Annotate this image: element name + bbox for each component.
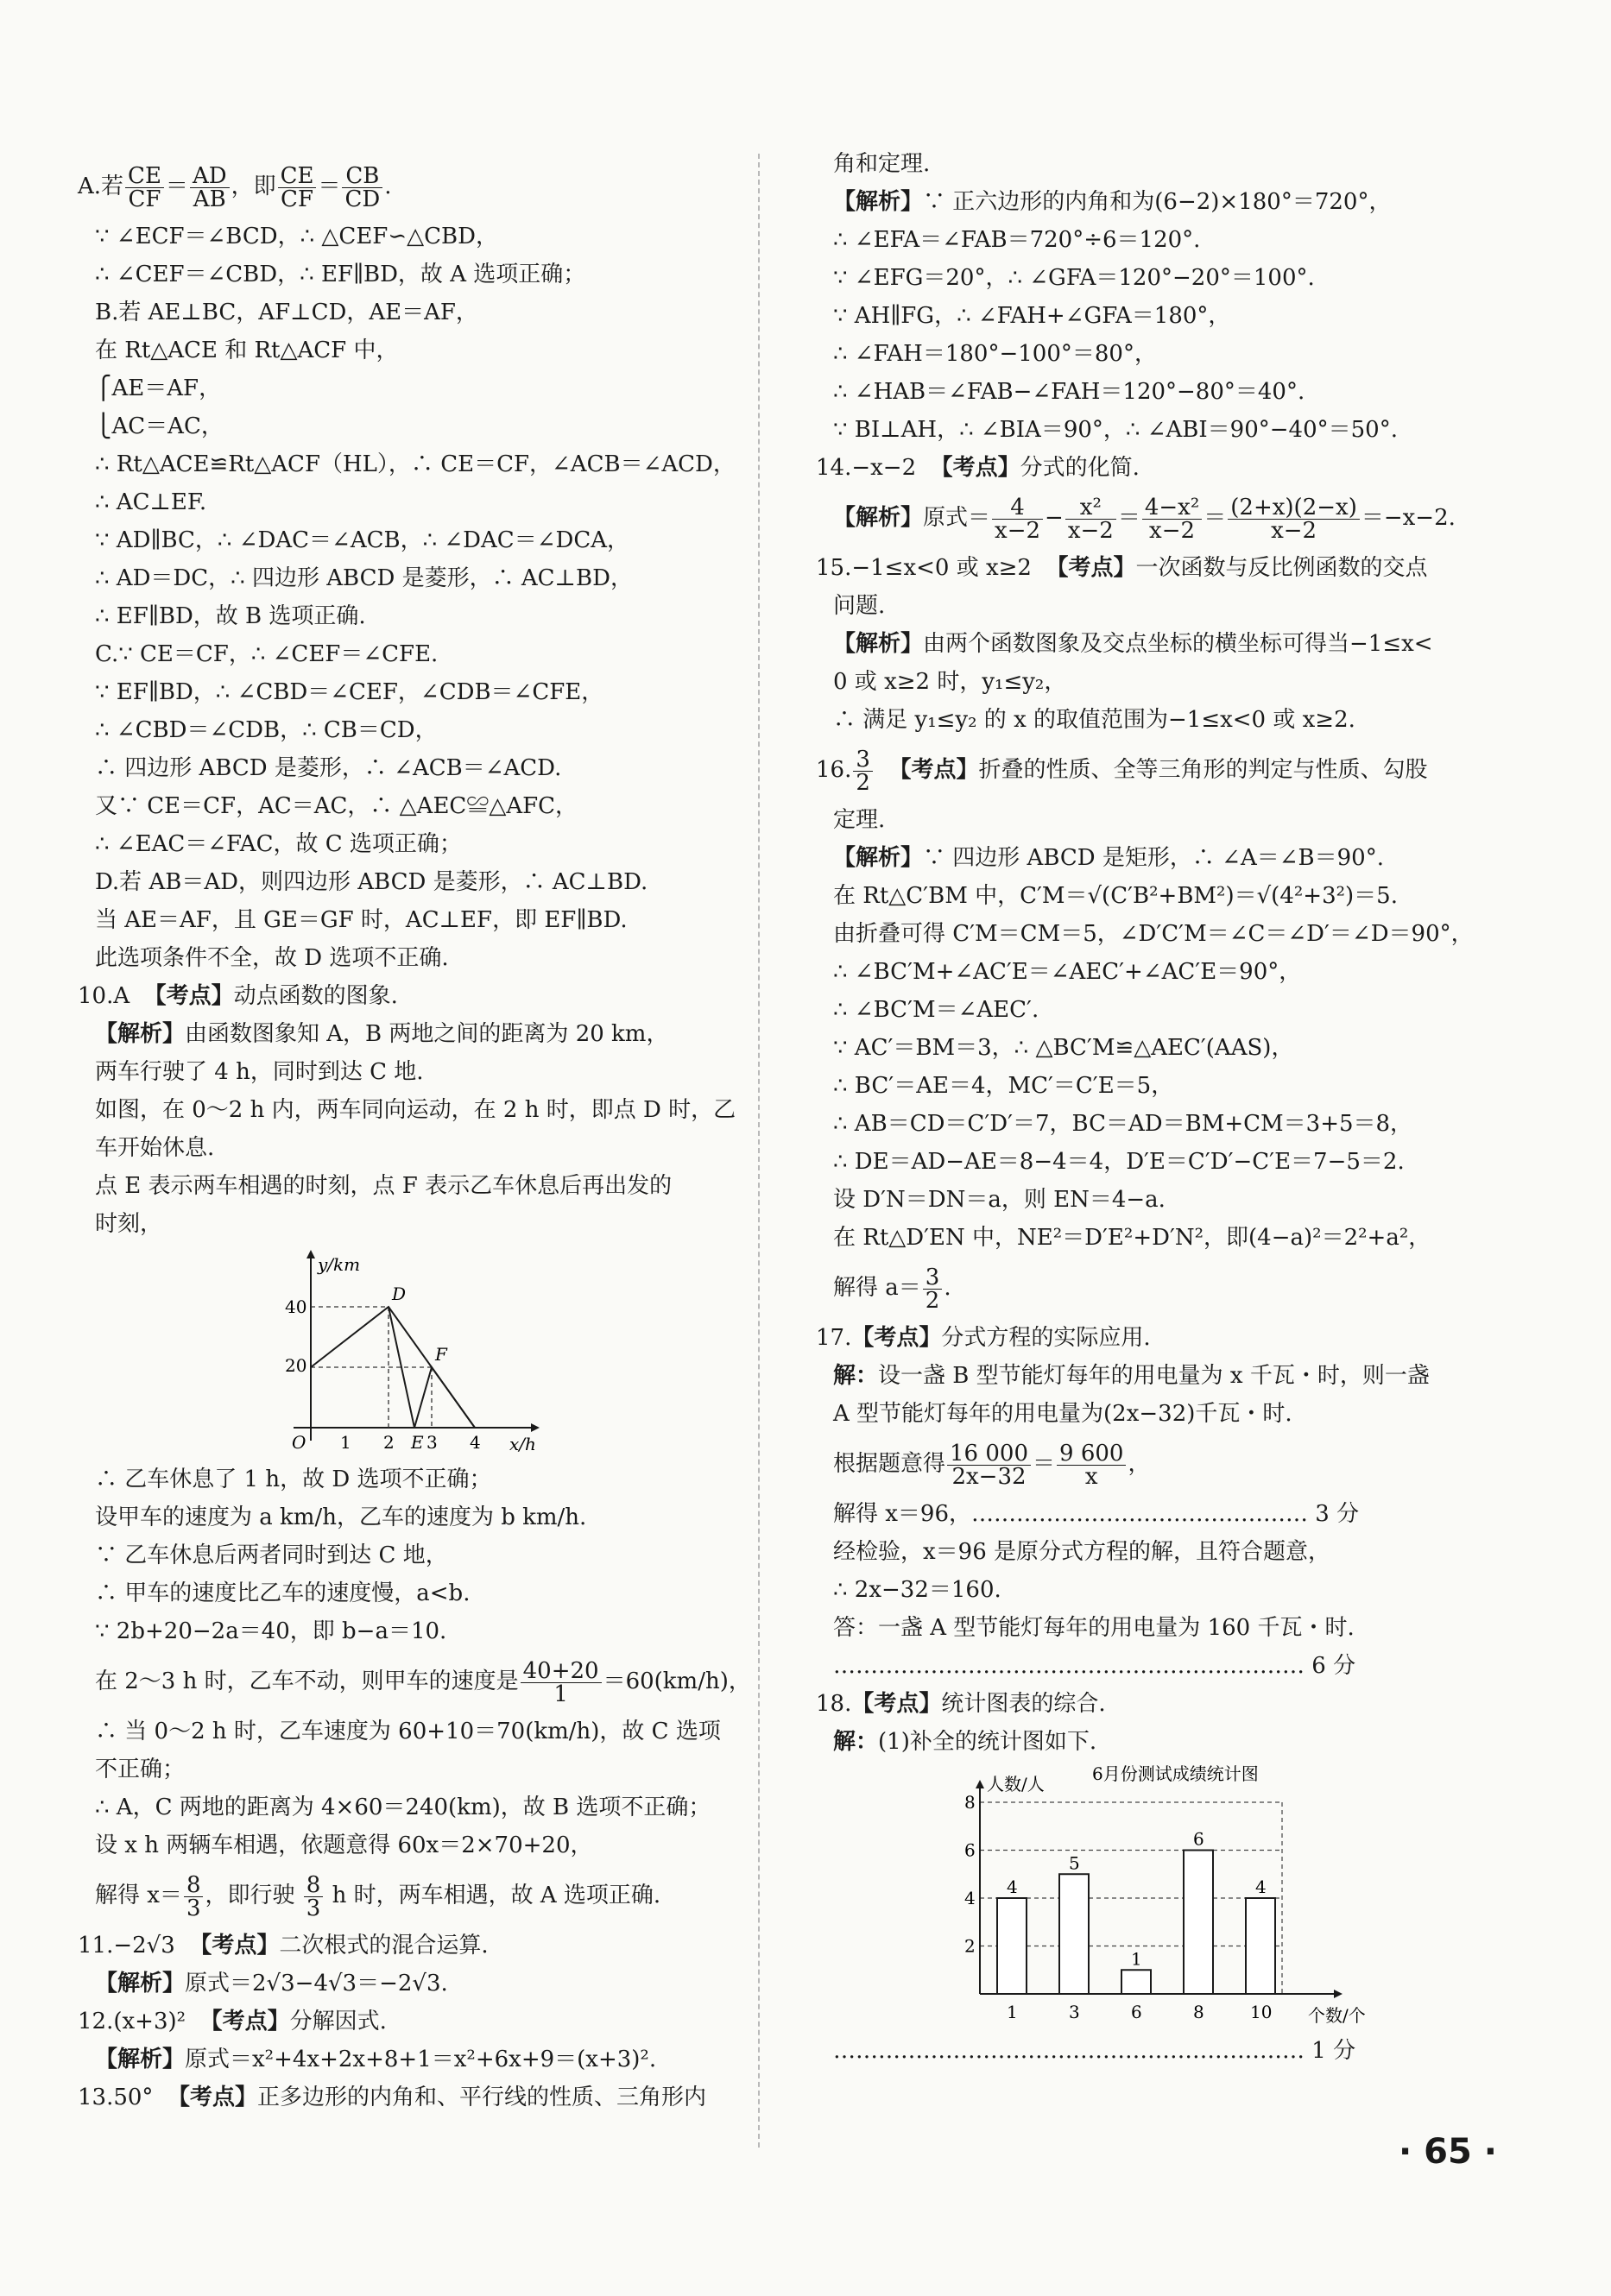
proof-line: ∴ AD＝DC，∴ 四边形 ABCD 是菱形，∴ AC⊥BD，	[95, 565, 633, 591]
q17-line: ∴ 2x−32＝160.	[833, 1577, 1001, 1603]
q14-header: 14.−x−2 【考点】分式的化简.	[816, 455, 1140, 481]
q16-topic-cont: 定理.	[833, 807, 886, 833]
q17-solution-1: 解：设一盏 B 型节能灯每年的用电量为 x 千瓦・时，则一盏	[833, 1363, 1430, 1389]
proof-line: 当 AE＝AF，且 GE＝GF 时，AC⊥EF，即 EF∥BD.	[95, 907, 628, 933]
q13-continued: 角和定理.	[833, 151, 931, 177]
x-tick-label: 6	[1131, 2002, 1142, 2022]
x-tick-3: 3	[426, 1432, 438, 1453]
q17-score: ……………………………………………………… 6 分	[833, 1653, 1356, 1679]
q13-line: ∵ ∠EFG＝20°，∴ ∠GFA＝120°−20°＝100°.	[833, 265, 1315, 291]
q15-line: ∴ 满足 y₁≤y₂ 的 x 的取值范围为−1≤x<0 或 x≥2.	[833, 707, 1355, 733]
q16-line: 由折叠可得 C′M＝CM＝5，∠D′C′M＝∠C＝∠D′＝∠D＝90°，	[833, 921, 1474, 947]
q18-score: ……………………………………………………… 1 分	[833, 2038, 1356, 2064]
q11-analysis: 【解析】原式＝2√3−4√3＝−2√3.	[95, 1971, 448, 1996]
q18-solution-1: 解：(1)补全的统计图如下.	[833, 1729, 1097, 1755]
proof-line: ∴ ∠EAC＝∠FAC，故 C 选项正确；	[95, 831, 462, 857]
proof-line: ∵ AD∥BC，∴ ∠DAC＝∠ACB，∴ ∠DAC＝∠DCA，	[95, 527, 629, 553]
x-tick-label: 10	[1250, 2002, 1273, 2022]
proof-line: ⎧AE＝AF，	[95, 375, 222, 401]
q10-line: 不正确；	[95, 1757, 186, 1782]
q13-analysis: 【解析】∵ 正六边形的内角和为(6−2)×180°＝720°，	[833, 189, 1392, 215]
bar	[1059, 1874, 1089, 1994]
origin-label: O	[292, 1432, 306, 1453]
x-tick-label: 3	[1069, 2002, 1080, 2022]
bar-value-label: 5	[1069, 1852, 1080, 1874]
q15-line: 0 或 x≥2 时，y₁≤y₂，	[833, 669, 1067, 695]
q13-line: ∴ ∠EFA＝∠FAB＝720°÷6＝120°.	[833, 227, 1201, 253]
q10-line: 两车行驶了 4 h，同时到达 C 地.	[95, 1059, 424, 1085]
proof-line: ∵ EF∥BD，∴ ∠CBD＝∠CEF，∠CDB＝∠CFE，	[95, 679, 604, 705]
proof-line: C.∵ CE＝CF，∴ ∠CEF＝∠CFE.	[95, 641, 439, 667]
bar-value-label: 4	[1007, 1877, 1018, 1897]
y-tick-40: 40	[285, 1296, 307, 1317]
q13-line: ∵ AH∥FG，∴ ∠FAH+∠GFA＝180°，	[833, 303, 1231, 329]
q10-line: 时刻，	[95, 1211, 163, 1237]
x-tick-2: 2	[383, 1432, 395, 1453]
y-tick-label: 2	[964, 1935, 976, 1957]
q16-line: ∴ AB＝CD＝C′D′＝7，BC＝AD＝BM+CM＝3+5＝8，	[833, 1111, 1413, 1137]
q16-line: ∴ DE＝AD−AE＝8−4＝4，D′E＝C′D′−C′E＝7−5＝2.	[833, 1149, 1405, 1175]
x-tick-e: E	[411, 1432, 424, 1453]
distance-time-graph	[268, 1246, 734, 1457]
q10-line: ∵ 2b+20−2a＝40，即 b−a＝10.	[95, 1618, 447, 1644]
q17-line: 答：一盏 A 型节能灯每年的用电量为 160 千瓦・时.	[833, 1615, 1355, 1641]
q13-line: ∴ ∠HAB＝∠FAB−∠FAH＝120°−80°＝40°.	[833, 379, 1305, 405]
proof-line: ∴ EF∥BD，故 B 选项正确.	[95, 603, 366, 629]
x-tick-4: 4	[470, 1432, 481, 1453]
bar	[1246, 1898, 1275, 1994]
proof-line: ∴ ∠CBD＝∠CDB，∴ CB＝CD，	[95, 717, 438, 743]
q15-topic-cont: 问题.	[833, 593, 886, 619]
q15-header: 15.−1≤x<0 或 x≥2 【考点】一次函数与反比例函数的交点	[816, 555, 1428, 581]
q12-analysis: 【解析】原式＝x²+4x+2x+8+1＝x²+6x+9＝(x+3)².	[95, 2047, 657, 2072]
q17-equation: 根据题意得 $\frac{16 000}{2x-32}$ ＝ $\frac{9 600}{x}$ ，	[833, 1440, 1151, 1490]
proof-line: ∴ Rt△ACE≌Rt△ACF（HL），∴ CE＝CF，∠ACB＝∠ACD，	[95, 451, 736, 477]
left-column	[78, 155, 751, 2116]
y-axis-label: y/km	[318, 1254, 361, 1275]
q13-header: 13.50° 【考点】正多边形的内角和、平行线的性质、三角形内	[78, 2085, 706, 2110]
x-tick-1: 1	[340, 1432, 351, 1453]
q10-solution-line: 解得 x＝ $\frac{8}{3}$ ，即行驶 $\frac{8}{3}$ h 时，两车相遇，故 A 选项正确.	[95, 1871, 661, 1921]
proof-line: B.若 AE⊥BC，AF⊥CD，AE＝AF，	[95, 300, 478, 325]
q13-line: ∵ BI⊥AH，∴ ∠BIA＝90°，∴ ∠ABI＝90°−40°＝50°.	[833, 417, 1398, 443]
x-axis-arrow	[1334, 1990, 1342, 1998]
proof-line: ∵ ∠ECF＝∠BCD，∴ △CEF∽△CBD，	[95, 224, 498, 249]
bar	[1184, 1851, 1213, 1995]
y-tick-label: 8	[964, 1792, 976, 1813]
option-a-line: A.若 $\frac{CE}{CF}$ ＝ $\frac{AD}{AB}$ ，即 $\frac{CE}{CF}$ ＝ $\frac{CB}{CD}$ .	[78, 162, 392, 212]
q10-line: 如图，在 0～2 h 内，两车同向运动，在 2 h 时，即点 D 时，乙	[95, 1097, 736, 1123]
bar-value-label: 1	[1131, 1948, 1142, 1970]
q14-analysis: 【解析】原式＝ $\frac{4}{x-2}$ − $\frac{\text{x²}}{x-2}$ ＝ $\frac{\text{4−x²}}{x-2}$ ＝ $\frac{(2+x)(2-x)}{x-2}$ ＝−x−2.	[833, 494, 1456, 544]
q17-header: 17.【考点】分式方程的实际应用.	[816, 1325, 1151, 1351]
q10-line: 设 x h 两辆车相遇，依题意得 60x＝2×70+20，	[95, 1832, 593, 1858]
q12-header: 12.(x+3)² 【考点】分解因式.	[78, 2009, 387, 2034]
q10-speed-line: 在 2～3 h 时，乙车不动，则甲车的速度是 $\frac{40+20}{1}$ ＝60(km/h)，	[95, 1657, 751, 1707]
q15-analysis: 【解析】由两个函数图象及交点坐标的横坐标可得当−1≤x<	[833, 631, 1433, 657]
q10-line: ∴ 乙车休息了 1 h，故 D 选项不正确；	[95, 1467, 492, 1492]
chart-title: 6月份测试成绩统计图	[1092, 1763, 1259, 1784]
proof-line: D.若 AB＝AD，则四边形 ABCD 是菱形，∴ AC⊥BD.	[95, 869, 648, 895]
proof-line: 又∵ CE＝CF，AC＝AC，∴ △AEC≌△AFC，	[95, 793, 578, 819]
q17-line: 经检验，x＝96 是原分式方程的解，且符合题意，	[833, 1539, 1331, 1565]
q17-line: 解得 x＝96，……………………………………… 3 分	[833, 1501, 1360, 1527]
page-number: · 65 ·	[1399, 2132, 1497, 2172]
x-axis-label: 个数/个	[1308, 2005, 1366, 2026]
proof-line: 此选项条件不全，故 D 选项不正确.	[95, 945, 449, 971]
q16-solution: 解得 a＝ $\frac{3}{2}$ .	[833, 1264, 951, 1314]
q16-line: ∴ ∠BC′M+∠AC′E＝∠AEC′+∠AC′E＝90°，	[833, 959, 1302, 985]
q18-header: 18.【考点】统计图表的综合.	[816, 1691, 1106, 1717]
q10-line: ∴ 当 0～2 h 时，乙车速度为 60+10＝70(km/h)，故 C 选项	[95, 1719, 721, 1744]
q10-line: ∴ 甲车的速度比乙车的速度慢，a<b.	[95, 1580, 471, 1606]
bar	[997, 1898, 1027, 1994]
bar-value-label: 4	[1255, 1877, 1267, 1897]
y-axis-arrow	[976, 1780, 984, 1788]
q16-header: 16. $\frac{3}{2}$ 【考点】折叠的性质、全等三角形的判定与性质、勾股	[816, 746, 1428, 796]
q16-line: 在 Rt△D′EN 中，NE²＝D′E²+D′N²，即(4−a)²＝2²+a²，	[833, 1225, 1431, 1251]
y-axis-label: 人数/人	[987, 1774, 1045, 1795]
y-tick-label: 6	[964, 1839, 976, 1861]
bar-value-label: 6	[1193, 1828, 1204, 1850]
y-tick-20: 20	[285, 1355, 307, 1376]
q10-line: ∵ 乙车休息后两者同时到达 C 地，	[95, 1542, 448, 1568]
point-d-label: D	[392, 1284, 407, 1304]
bar	[1121, 1970, 1151, 1994]
proof-line: ∴ ∠CEF＝∠CBD，∴ EF∥BD，故 A 选项正确；	[95, 262, 586, 287]
point-f-label: F	[435, 1344, 447, 1365]
proof-line: ⎩AC＝AC，	[95, 413, 224, 439]
q10-analysis-1: 【解析】由函数图象知 A，B 两地之间的距离为 20 km，	[95, 1021, 669, 1047]
q16-line: 设 D′N＝DN＝a，则 EN＝4−a.	[833, 1187, 1166, 1213]
q10-line: 点 E 表示两车相遇的时刻，点 F 表示乙车休息后再出发的	[95, 1173, 673, 1199]
proof-line: ∴ 四边形 ABCD 是菱形，∴ ∠ACB＝∠ACD.	[95, 755, 562, 781]
q10-line: ∴ A，C 两地的距离为 4×60＝240(km)，故 B 选项不正确；	[95, 1795, 711, 1820]
q16-line: ∴ ∠BC′M＝∠AEC′.	[833, 997, 1039, 1023]
bar-chart	[928, 1761, 1472, 2032]
right-column	[816, 145, 1472, 2070]
q10-line: 车开始休息.	[95, 1135, 215, 1161]
left-proof-lines	[78, 218, 734, 977]
q16-line: ∴ BC′＝AE＝4，MC′＝C′E＝5，	[833, 1073, 1174, 1099]
q10-line: 设甲车的速度为 a km/h，乙车的速度为 b km/h.	[95, 1504, 587, 1530]
q16-line: ∵ AC′＝BM＝3，∴ △BC′M≌△AEC′(AAS)，	[833, 1035, 1294, 1061]
q16-analysis: 【解析】∵ 四边形 ABCD 是矩形，∴ ∠A＝∠B＝90°.	[833, 845, 1384, 871]
q16-line: 在 Rt△C′BM 中，C′M＝√(C′B²+BM²)＝√(4²+3²)＝5.	[833, 883, 1398, 909]
q13-line: ∴ ∠FAH＝180°−100°＝80°，	[833, 341, 1157, 367]
x-axis-label: x/h	[509, 1434, 536, 1454]
q10-header: 10.A 【考点】动点函数的图象.	[78, 983, 398, 1009]
column-divider	[758, 154, 760, 2148]
x-tick-label: 8	[1193, 2002, 1204, 2022]
x-tick-label: 1	[1007, 2002, 1018, 2022]
q11-header: 11.−2√3 【考点】二次根式的混合运算.	[78, 1933, 489, 1959]
y-tick-label: 4	[964, 1888, 976, 1908]
proof-line: ∴ AC⊥EF.	[95, 489, 207, 515]
proof-line: 在 Rt△ACE 和 Rt△ACF 中，	[95, 337, 399, 363]
q17-line: A 型节能灯每年的用电量为(2x−32)千瓦・时.	[833, 1401, 1292, 1427]
